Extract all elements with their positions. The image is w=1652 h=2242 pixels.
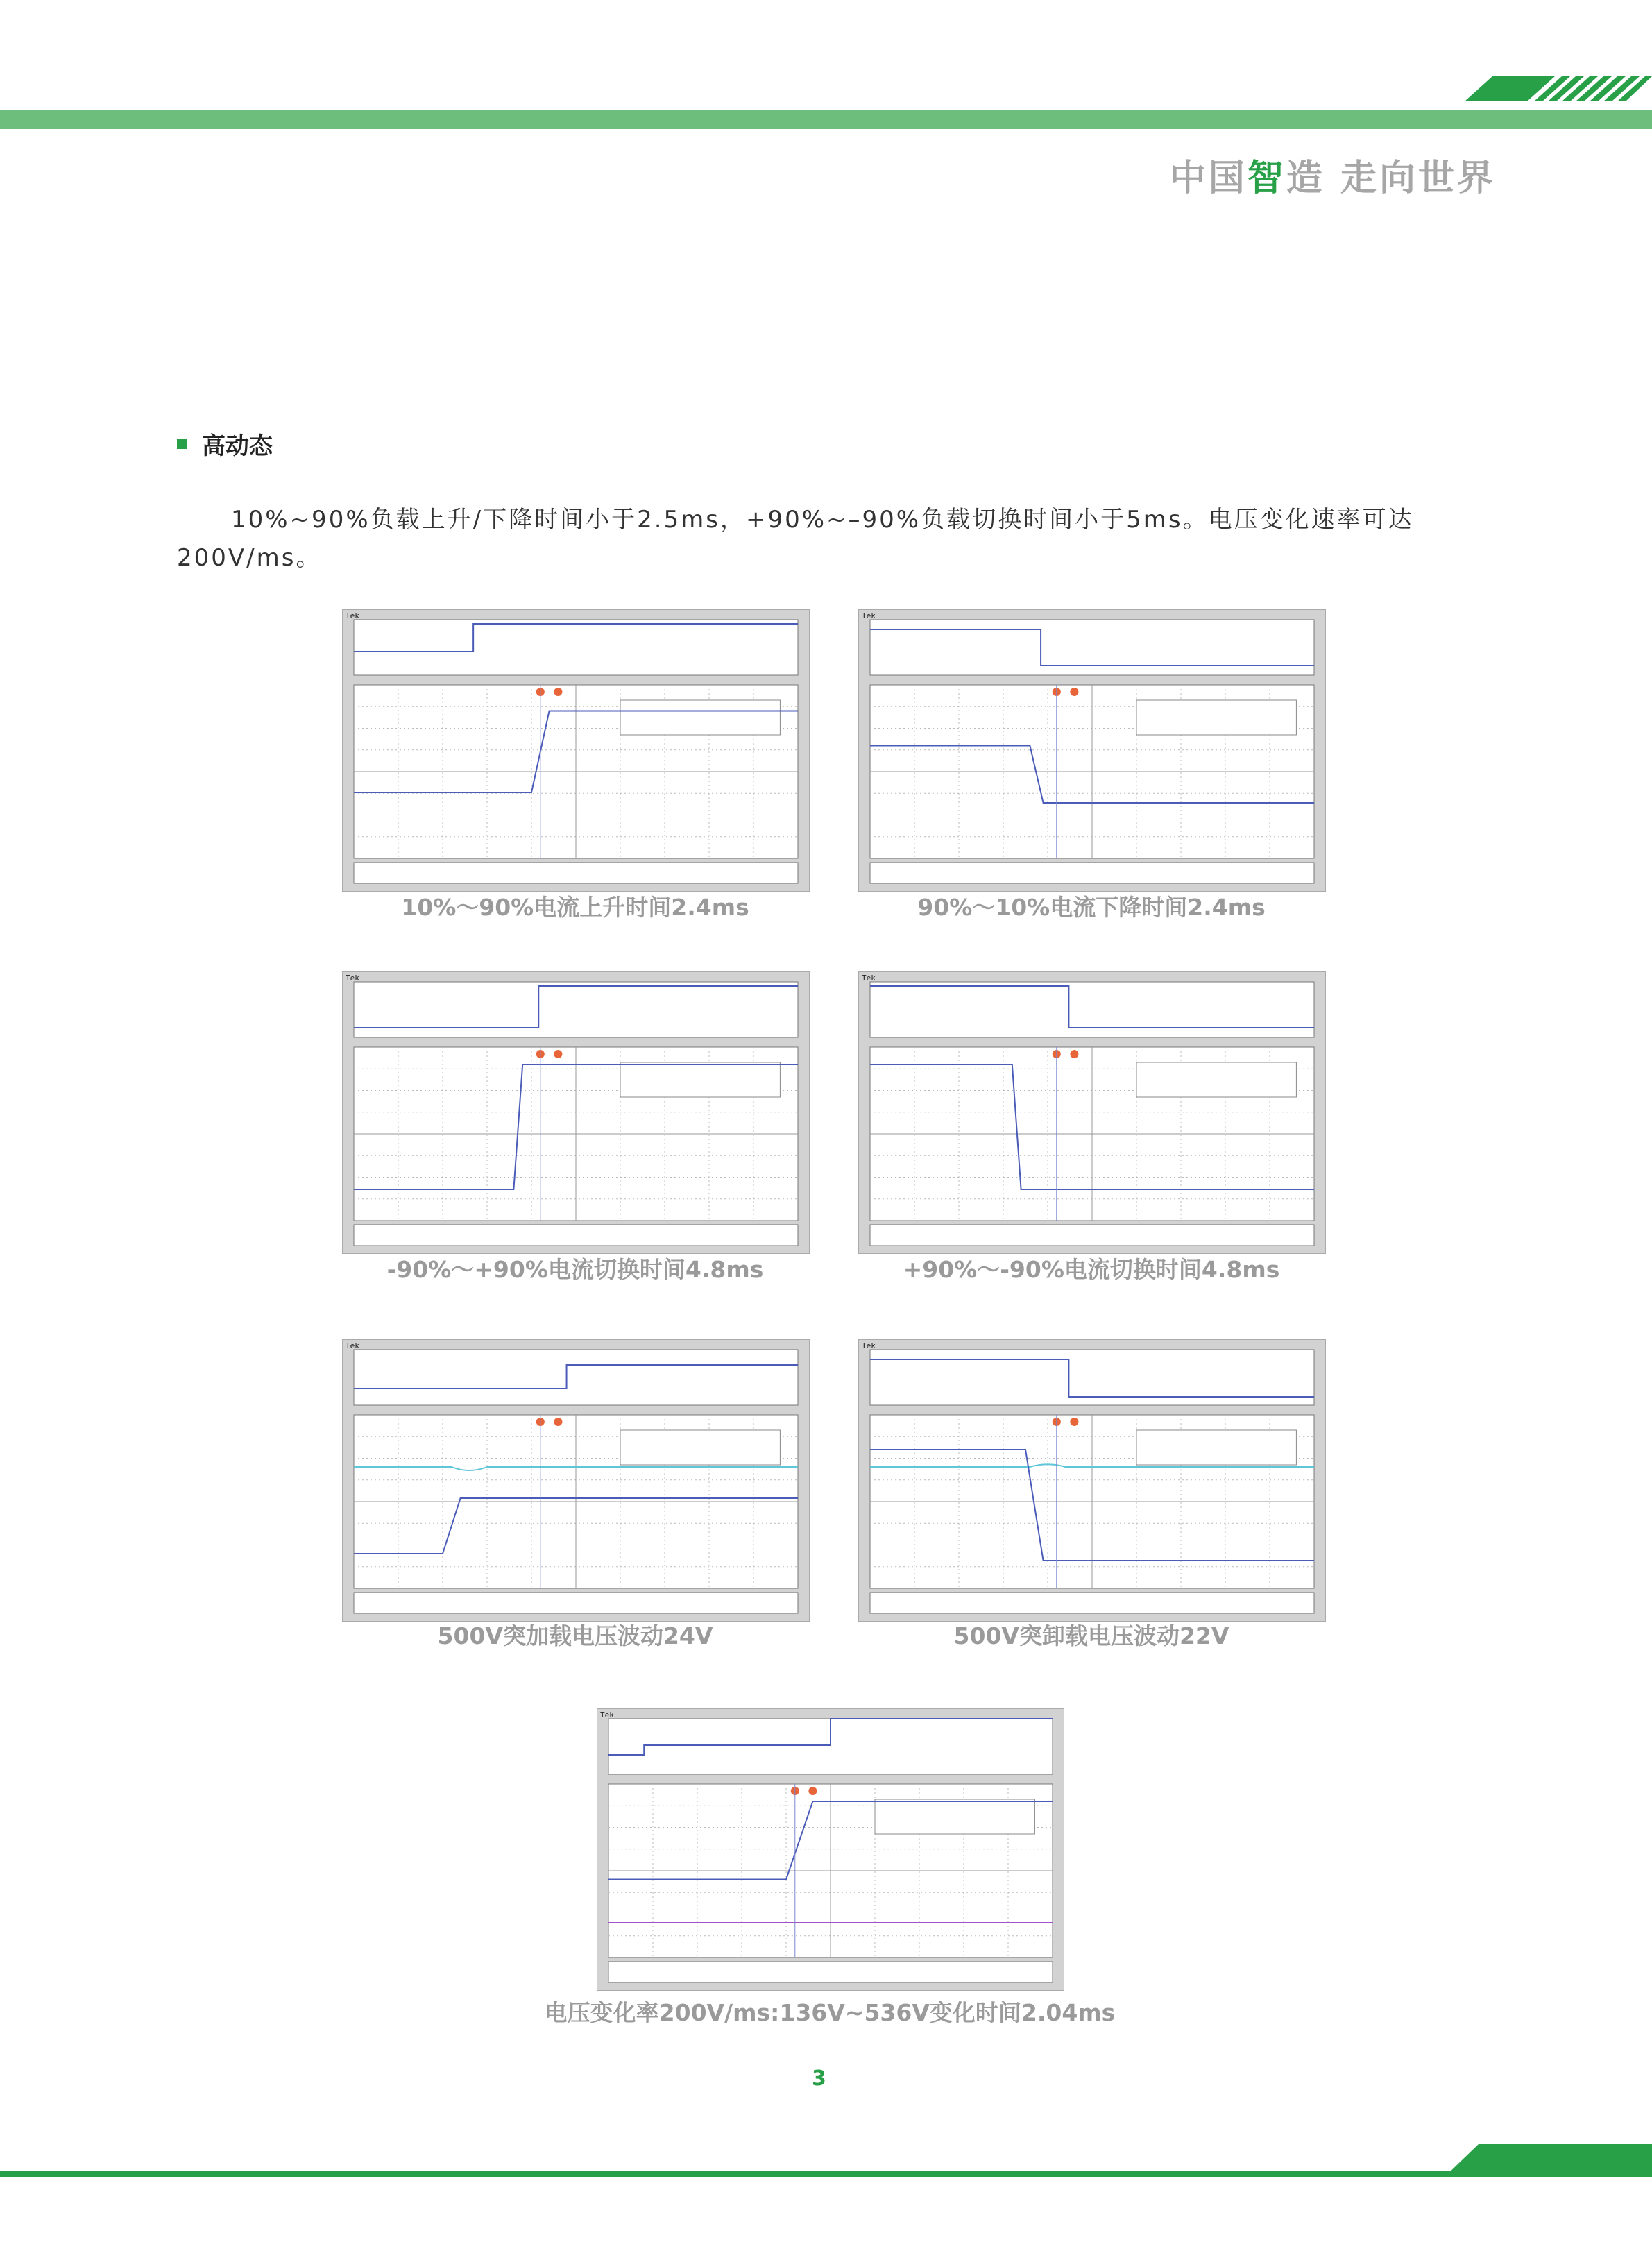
section-bullet-icon: [177, 439, 187, 449]
scope-screen: [597, 1709, 1064, 1990]
figure-caption-2: 90%～10%电流下降时间2.4ms: [917, 894, 1266, 921]
section-heading: [177, 427, 273, 461]
page-number: 3: [812, 2066, 826, 2091]
scope-status-bar: [354, 1593, 798, 1613]
cursor-b-marker: [1070, 1418, 1078, 1426]
scope-screen: [343, 972, 809, 1253]
cursor-b-marker: [554, 688, 562, 696]
svg-text:Tek: Tek: [346, 611, 359, 620]
scope-status-bar: [608, 1962, 1053, 1982]
header-green-bar: [0, 110, 1652, 129]
figure-caption-3: -90%～+90%电流切换时间4.8ms: [386, 1256, 764, 1283]
section-paragraph: 10%~90%负载上升/下降时间小于2.5ms，+90%~–90%负载切换时间小于5ms。电压变化速率可达200V/ms。: [177, 506, 1414, 572]
scope-status-bar: [870, 1593, 1314, 1613]
oscilloscope-capture-7: [597, 1708, 1064, 1991]
scope-screen: [859, 610, 1325, 891]
cursor-b-marker: [1070, 1050, 1078, 1058]
cursor-readout-box: [1136, 1430, 1296, 1465]
figure-caption-6: 500V突卸载电压波动22V: [953, 1622, 1229, 1649]
svg-text:Tek: Tek: [346, 974, 359, 983]
footer-decoration: [1444, 2144, 1652, 2177]
scope-screen: [343, 610, 809, 891]
svg-text:Tek: Tek: [862, 974, 876, 983]
cursor-b-marker: [1070, 688, 1078, 696]
figure-caption-7: 电压变化率200V/ms:136V~536V变化时间2.04ms: [544, 1999, 1116, 2026]
scope-status-bar: [354, 1225, 798, 1246]
svg-text:Tek: Tek: [346, 1341, 359, 1350]
scope-screen: [859, 1340, 1325, 1621]
oscilloscope-capture-6: [858, 1339, 1326, 1622]
oscilloscope-capture-2: [858, 609, 1326, 892]
cursor-b-marker: [554, 1418, 562, 1426]
cursor-readout-box: [1136, 700, 1296, 735]
oscilloscope-capture-3: [342, 971, 810, 1254]
oscilloscope-capture-1: [342, 609, 810, 892]
footer-green-line: [0, 2171, 1652, 2177]
scope-status-bar: [870, 863, 1314, 883]
oscilloscope-capture-5: [342, 1339, 810, 1622]
figure-caption-1: 10%～90%电流上升时间2.4ms: [401, 894, 749, 921]
cursor-readout-box: [875, 1799, 1034, 1834]
header-slogan: 中国智造 走向世界: [1169, 158, 1496, 199]
cursor-readout-box: [620, 1062, 780, 1097]
cursor-readout-box: [620, 1430, 780, 1465]
scope-screen: [343, 1340, 809, 1621]
cursor-b-marker: [808, 1787, 817, 1795]
scope-screen: [859, 972, 1325, 1253]
figure-caption-4: +90%～-90%电流切换时间4.8ms: [903, 1256, 1280, 1283]
svg-text:Tek: Tek: [862, 1341, 876, 1350]
cursor-b-marker: [554, 1050, 562, 1058]
svg-text:Tek: Tek: [862, 611, 876, 620]
figure-caption-5: 500V突加载电压波动24V: [437, 1622, 713, 1649]
header-stripes-decoration: [1451, 76, 1652, 101]
scope-status-bar: [354, 863, 798, 883]
oscilloscope-capture-4: [858, 971, 1326, 1254]
section-title: 高动态: [202, 432, 273, 460]
cursor-readout-box: [620, 700, 780, 735]
scope-status-bar: [870, 1225, 1314, 1246]
svg-text:Tek: Tek: [600, 1710, 614, 1719]
cursor-readout-box: [1136, 1062, 1296, 1097]
